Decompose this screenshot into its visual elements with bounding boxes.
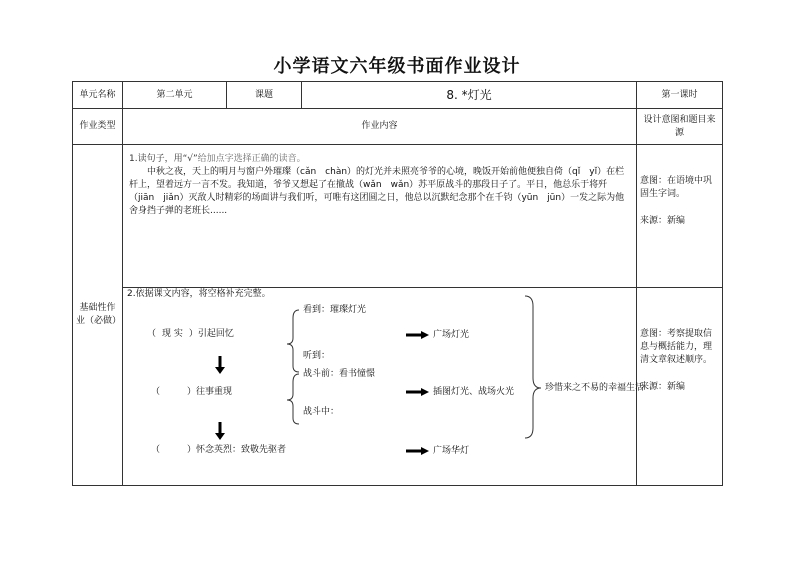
type-label: 作业类型: [73, 109, 123, 145]
question2-content: [123, 288, 645, 486]
down-arrow-2-head: [215, 433, 225, 440]
result-3: 广场华灯: [433, 446, 470, 456]
lesson-label: 课题: [227, 82, 302, 109]
branch-seen: 看到：璀璨灯光: [303, 305, 367, 315]
question1-passage: 中秋之夜，天上的明月与窗户外璀璨（cǎn chàn）的灯光并未照亮爷爷的心境，晚饭开始前他便独自倚（qǐ yǐ）在栏杆上，望着远方一言不发。我知道，爷爷又想起了在撤战（wǎn wǎn）苏平原战斗的那段日子了。平日，他总乐于将歼（jiān jiǎn）灭敌人时精彩的场面讲与我们听，可唯有这团圆之日，他总以沉默纪念那个在千钧（yūn jūn）一发之际为他舍身挡子弹的老班长......: [129, 167, 625, 216]
brace-1: [287, 310, 299, 372]
question1-source: 来源：新编: [640, 216, 686, 226]
row1-label: [147, 328, 234, 341]
right-arrow-1-head: [421, 331, 429, 339]
homework-table: [72, 81, 723, 486]
type-value: 基础性作业（必做）: [73, 145, 123, 486]
row3-label: （ ）怀念英烈：致敬先驱者: [151, 445, 287, 455]
question2-note-cell: [637, 288, 723, 486]
row1-suffix: ）引起回忆: [188, 329, 234, 339]
question2-head: 2.依据课文内容，将空格补充完整。: [127, 289, 271, 299]
question2-source: 来源：新编: [640, 382, 686, 392]
question2-note: 意图：考察提取信息与概括能力，理清文章叙述顺序。: [640, 329, 713, 365]
result-1: 广场灯光: [433, 330, 470, 340]
brace-2: [287, 374, 299, 424]
branch-heard: 听到：: [303, 351, 331, 361]
conclusion: 珍惜来之不易的幸福生活: [545, 383, 645, 393]
question1-head: 1.读句子，用“√”: [129, 154, 198, 164]
question1-content: [123, 145, 637, 288]
question2-row: [73, 288, 723, 486]
right-arrow-2-head: [421, 388, 429, 396]
question1-hint: 给加点字选择正确的读音。: [197, 154, 306, 164]
branch-before: 战斗前：看书憧憬: [303, 369, 376, 379]
period-value: 第一课时: [637, 82, 723, 109]
unit-value: 第二单元: [123, 82, 227, 109]
question1-row: [73, 145, 723, 288]
reading-diagram: [123, 288, 645, 485]
intent-label: 设计意图和题目来源: [637, 109, 723, 145]
row2-label: （ ）往事重现: [151, 387, 233, 397]
branch-during: 战斗中：: [303, 407, 340, 417]
question1-note-cell: [637, 145, 723, 288]
row1-answer: 现 实: [162, 329, 183, 339]
header-row: [73, 82, 723, 109]
lesson-title: 8. *灯光: [302, 82, 637, 109]
subheader-row: [73, 109, 723, 145]
content-label: 作业内容: [123, 109, 637, 145]
brace-right: [525, 296, 541, 438]
right-arrow-3-head: [421, 447, 429, 455]
row1-prefix: （: [147, 329, 157, 339]
page-title: 小学语文六年级书面作业设计: [273, 56, 521, 77]
unit-label: 单元名称: [73, 82, 123, 109]
question1-note: 意图：在语境中巩固生字词。: [640, 176, 713, 199]
result-2: 插图灯光、战场火光: [433, 387, 515, 397]
down-arrow-1-head: [215, 367, 225, 374]
